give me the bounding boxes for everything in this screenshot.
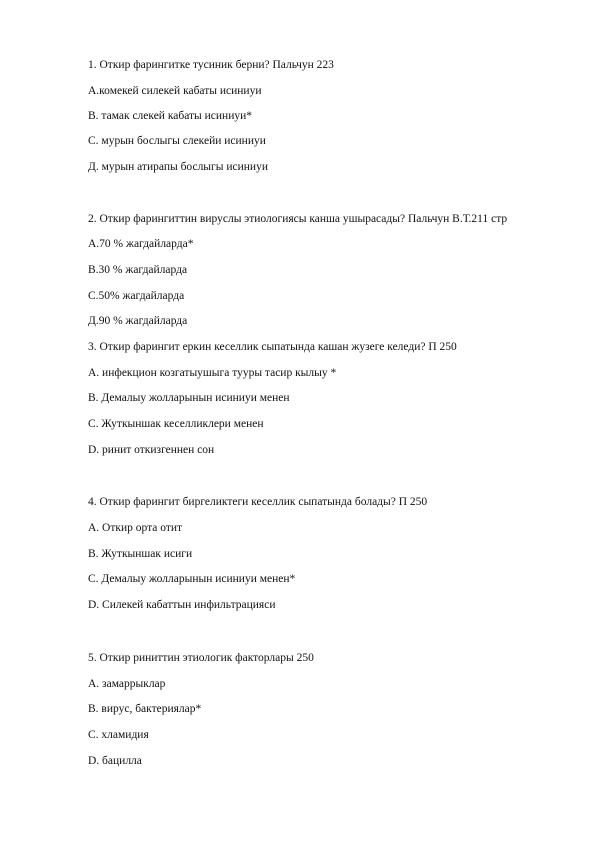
question-2-option-d: Д.90 % жагдайларда <box>88 315 188 327</box>
question-1-option-c: С. мурын бослыгы слекейи исиниуи <box>88 135 266 147</box>
question-4-option-a: А. Откир орта отит <box>88 522 183 534</box>
question-4-text: 4. Откир фарингит биргеликтеги кеселлик сыпатында болады? П 250 <box>88 496 428 508</box>
question-3-option-b: В. Демалыу жолларынын исиниуи менен <box>88 392 290 404</box>
question-5-option-a: А. замаррыклар <box>88 678 166 690</box>
question-3-option-a: А. инфекцион козгатыушыга тууры тасир кылыу * <box>88 367 337 379</box>
question-4-option-d: D. Силекей кабаттын инфильтрацияси <box>88 599 276 611</box>
question-5-text: 5. Откир риниттин этиологик факторлары 250 <box>88 652 314 664</box>
question-3-text: 3. Откир фарингит еркин кеселлик сыпатында кашан жузеге келеди? П 250 <box>88 341 457 353</box>
question-5-option-c: С. хламидия <box>88 729 149 741</box>
question-5-option-b: В. вирус, бактериялар* <box>88 703 202 715</box>
question-3-option-d: D. ринит откизгеннен сон <box>88 444 215 456</box>
question-1-text: 1. Откир фарингитке тусиник берни? Пальчун 223 <box>88 59 334 71</box>
question-1-option-a: А.комекей силекей кабаты исиниуи <box>88 85 262 97</box>
question-3-option-c: С. Жуткыншак кеселликлери менен <box>88 418 264 430</box>
question-2-option-c: С.50% жагдайларда <box>88 290 185 302</box>
question-5-option-d: D. бацилла <box>88 755 142 767</box>
question-4-option-c: С. Демалыу жолларынын исиниуи менен* <box>88 573 296 585</box>
question-2-text: 2. Откир фарингиттин вируслы этиологиясы канша ушырасады? Пальчун В.Т.211 стр <box>88 213 508 225</box>
question-2-option-b: В.30 % жагдайларда <box>88 264 188 276</box>
question-1-option-d: Д. мурын атирапы бослыгы исиниуи <box>88 161 268 173</box>
question-1-option-b: В. тамак слекей кабаты исиниуи* <box>88 110 253 122</box>
question-4-option-b: В. Жуткыншак исиги <box>88 548 193 560</box>
question-2-option-a: А.70 % жагдайларда* <box>88 238 194 250</box>
